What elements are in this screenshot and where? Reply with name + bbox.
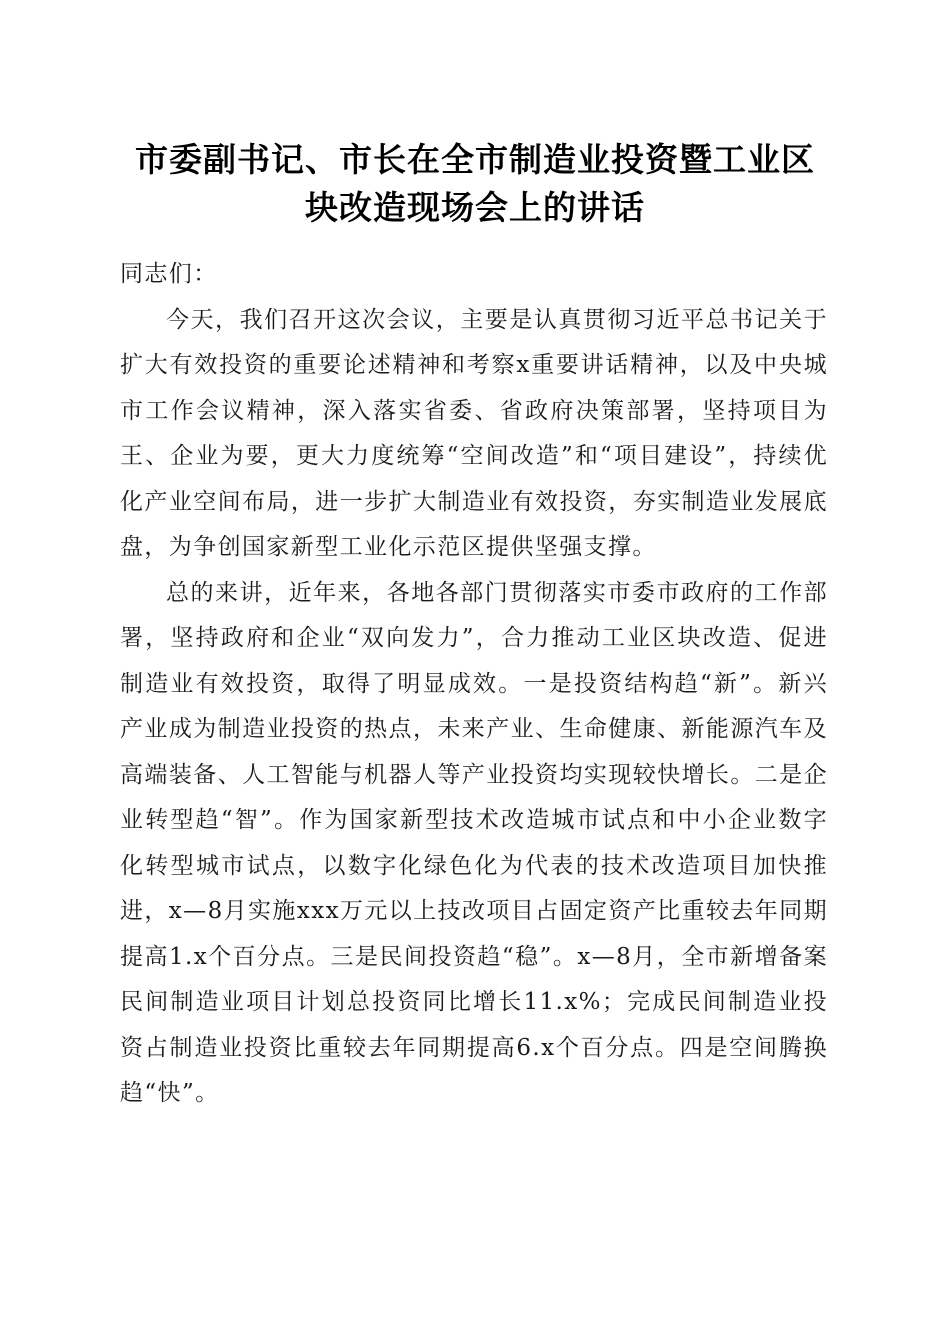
document-body <box>120 252 828 1117</box>
salutation: 同志们： <box>120 261 218 287</box>
paragraph-opening: 今天，我们召开这次会议，主要是认真贯彻习近平总书记关于扩大有效投资的重要论述精神和考察x重要讲话精神，以及中央城市工作会议精神，深入落实省委、省政府决策部署，坚持项目为王、企业为要，更大力度统筹“空间改造”和“项目建设”，持续优化产业空间布局，进一步扩大制造业有效投资，夯实制造业发展底盘，为争创国家新型工业化示范区提供坚强支撑。 <box>120 306 828 560</box>
title-line-1: 市委副书记、市长在全市制造业投资暨工业区 <box>135 140 815 179</box>
title-line-2: 块改造现场会上的讲话 <box>305 188 645 227</box>
document-title <box>110 136 840 232</box>
paragraph-achievements: 总的来讲，近年来，各地各部门贯彻落实市委市政府的工作部署，坚持政府和企业“双向发力”，合力推动工业区块改造、促进制造业有效投资，取得了明显成效。一是投资结构趋“新”。新兴产业成为制造业投资的热点，未来产业、生命健康、新能源汽车及高端装备、人工智能与机器人等产业投资均实现较快增长。二是企业转型趋“智”。作为国家新型技术改造城市试点和中小企业数字化转型城市试点，以数字化绿色化为代表的技术改造项目加快推进，x—8月实施xxx万元以上技改项目占固定资产比重较去年同期提高1.x个百分点。三是民间投资趋“稳”。x—8月，全市新增备案民间制造业项目计划总投资同比增长11.x%；完成民间制造业投资占制造业投资比重较去年同期提高6.x个百分点。四是空间腾换趋“快”。 <box>120 579 828 1106</box>
